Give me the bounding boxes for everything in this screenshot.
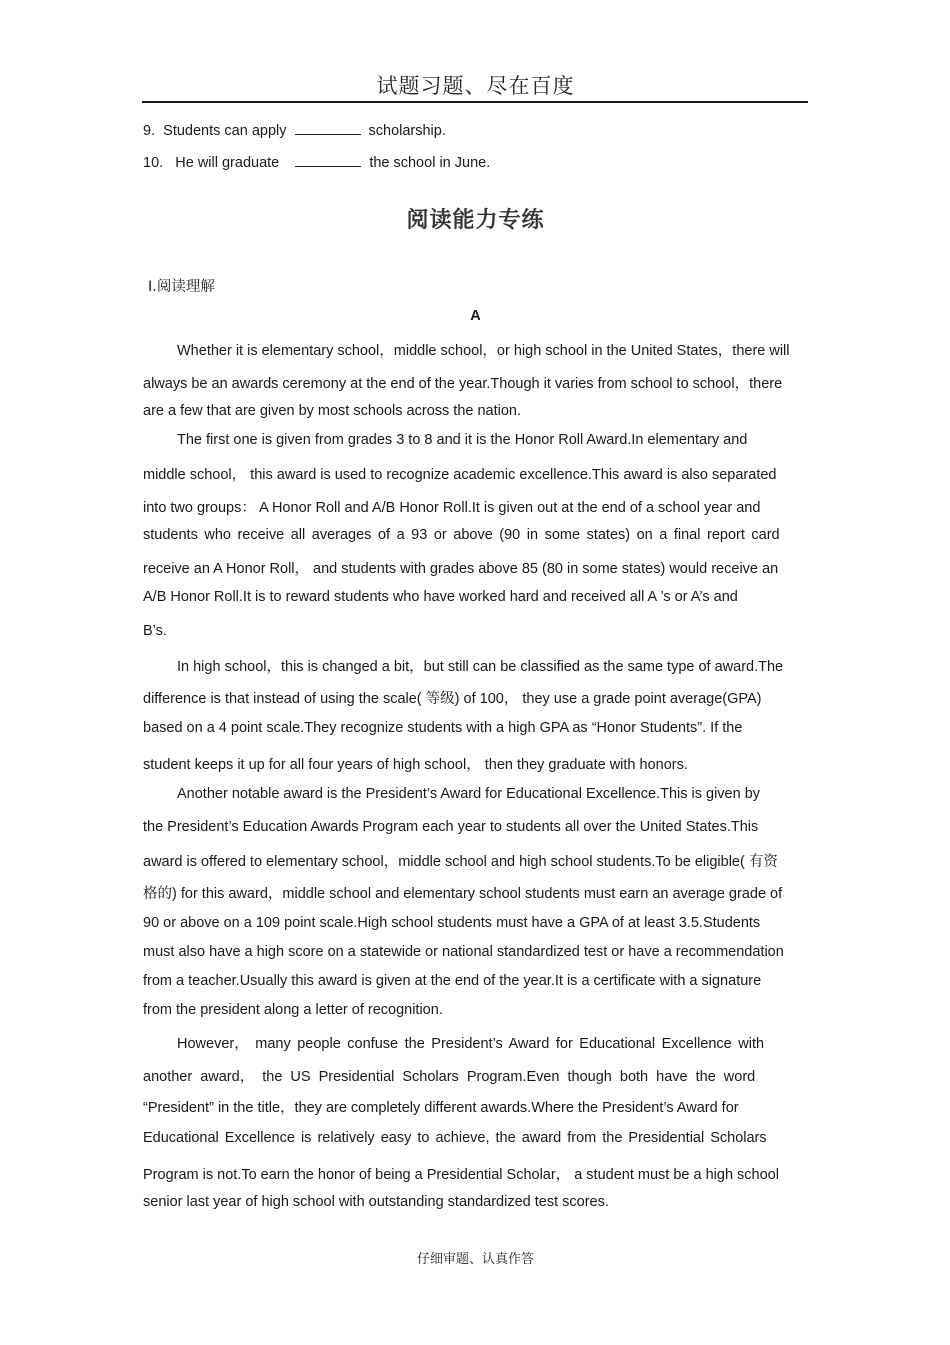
passage-line: student keeps it up for all four years of high school， then they graduate with honors.: [143, 757, 688, 773]
passage-line: 90 or above on a 109 point scale.High school students must have a GPA of at least 3.5.Students: [143, 915, 761, 931]
answer-blank[interactable]: [295, 154, 361, 167]
passage-letter: A: [470, 308, 481, 324]
answer-blank[interactable]: [295, 122, 361, 135]
passage-line: from the president along a letter of recognition.: [143, 1002, 443, 1018]
passage-line: The first one is given from grades 3 to 8 and it is the Honor Roll Award.In elementary and: [177, 432, 748, 448]
passage-line: receive an A Honor Roll， and students with grades above 85 (80 in some states) would receive an: [143, 561, 779, 577]
page-footer: 仔细审题、认真作答: [416, 1252, 534, 1267]
passage-line: students who receive all averages of a 93 or above (90 in some states) on a final report card: [143, 527, 780, 543]
passage-line: the President’s Education Awards Program each year to students all over the United States.This: [143, 819, 759, 835]
question-text-after: scholarship.: [368, 123, 446, 139]
passage-line: B’s.: [143, 623, 167, 639]
passage-line: from a teacher.Usually this award is given at the end of the year.It is a certificate with a signature: [143, 973, 762, 989]
question-number: 10.: [143, 155, 164, 171]
passage-line: In high school，this is changed a bit，but still can be classified as the same type of award.The: [177, 659, 784, 675]
passage-line: middle school， this award is used to recognize academic excellence.This award is also separated: [143, 467, 777, 483]
question-10: [143, 154, 490, 171]
passage-line: However， many people confuse the President’s Award for Educational Excellence with: [177, 1036, 765, 1052]
passage-line: award is offered to elementary school，middle school and high school students.To be eligible( 有资: [143, 854, 778, 870]
passage-line: another award， the US Presidential Scholars Program.Even though both have the word: [143, 1069, 756, 1085]
passage-line: Program is not.To earn the honor of being a Presidential Scholar， a student must be a high school: [143, 1167, 779, 1183]
passage-line: always be an awards ceremony at the end of the year.Though it varies from school to school，there: [143, 376, 783, 392]
passage-line: Another notable award is the President’s Award for Educational Excellence.This is given by: [177, 786, 761, 802]
question-text-before: Students can apply: [163, 123, 287, 139]
passage-line: Educational Excellence is relatively easy to achieve, the award from the Presidential Scholars: [143, 1130, 767, 1146]
page-header-title: 试题习题、尽在百度: [376, 74, 575, 98]
header-divider: [142, 101, 808, 103]
passage-line: difference is that instead of using the scale( 等级) of 100， they use a grade point average(GPA): [143, 691, 762, 707]
question-text-after: the school in June.: [369, 155, 491, 171]
passage-line: are a few that are given by most schools across the nation.: [143, 403, 522, 419]
passage-line: 格的) for this award，middle school and elementary school students must earn an average grade of: [143, 886, 783, 902]
question-9: [143, 122, 446, 139]
passage-line: into two groups： A Honor Roll and A/B Honor Roll.It is given out at the end of a school year and: [143, 500, 761, 516]
question-text-before: He will graduate: [175, 155, 280, 171]
passage-line: based on a 4 point scale.They recognize students with a high GPA as “Honor Students”. If the: [143, 720, 743, 736]
passage-line: must also have a high score on a statewide or national standardized test or have a recommendation: [143, 944, 784, 960]
part-label: Ⅰ.阅读理解: [148, 279, 215, 295]
question-number: 9.: [143, 123, 156, 139]
passage-line: A/B Honor Roll.It is to reward students who have worked hard and received all A ’s or A’s and: [143, 589, 738, 605]
passage-line: “President” in the title，they are completely different awards.Where the President’s Award for: [143, 1100, 739, 1116]
passage-line: senior last year of high school with outstanding standardized test scores.: [143, 1194, 609, 1210]
section-title: 阅读能力专练: [406, 208, 545, 233]
passage-line: Whether it is elementary school，middle school，or high school in the United States，there will: [177, 343, 790, 359]
